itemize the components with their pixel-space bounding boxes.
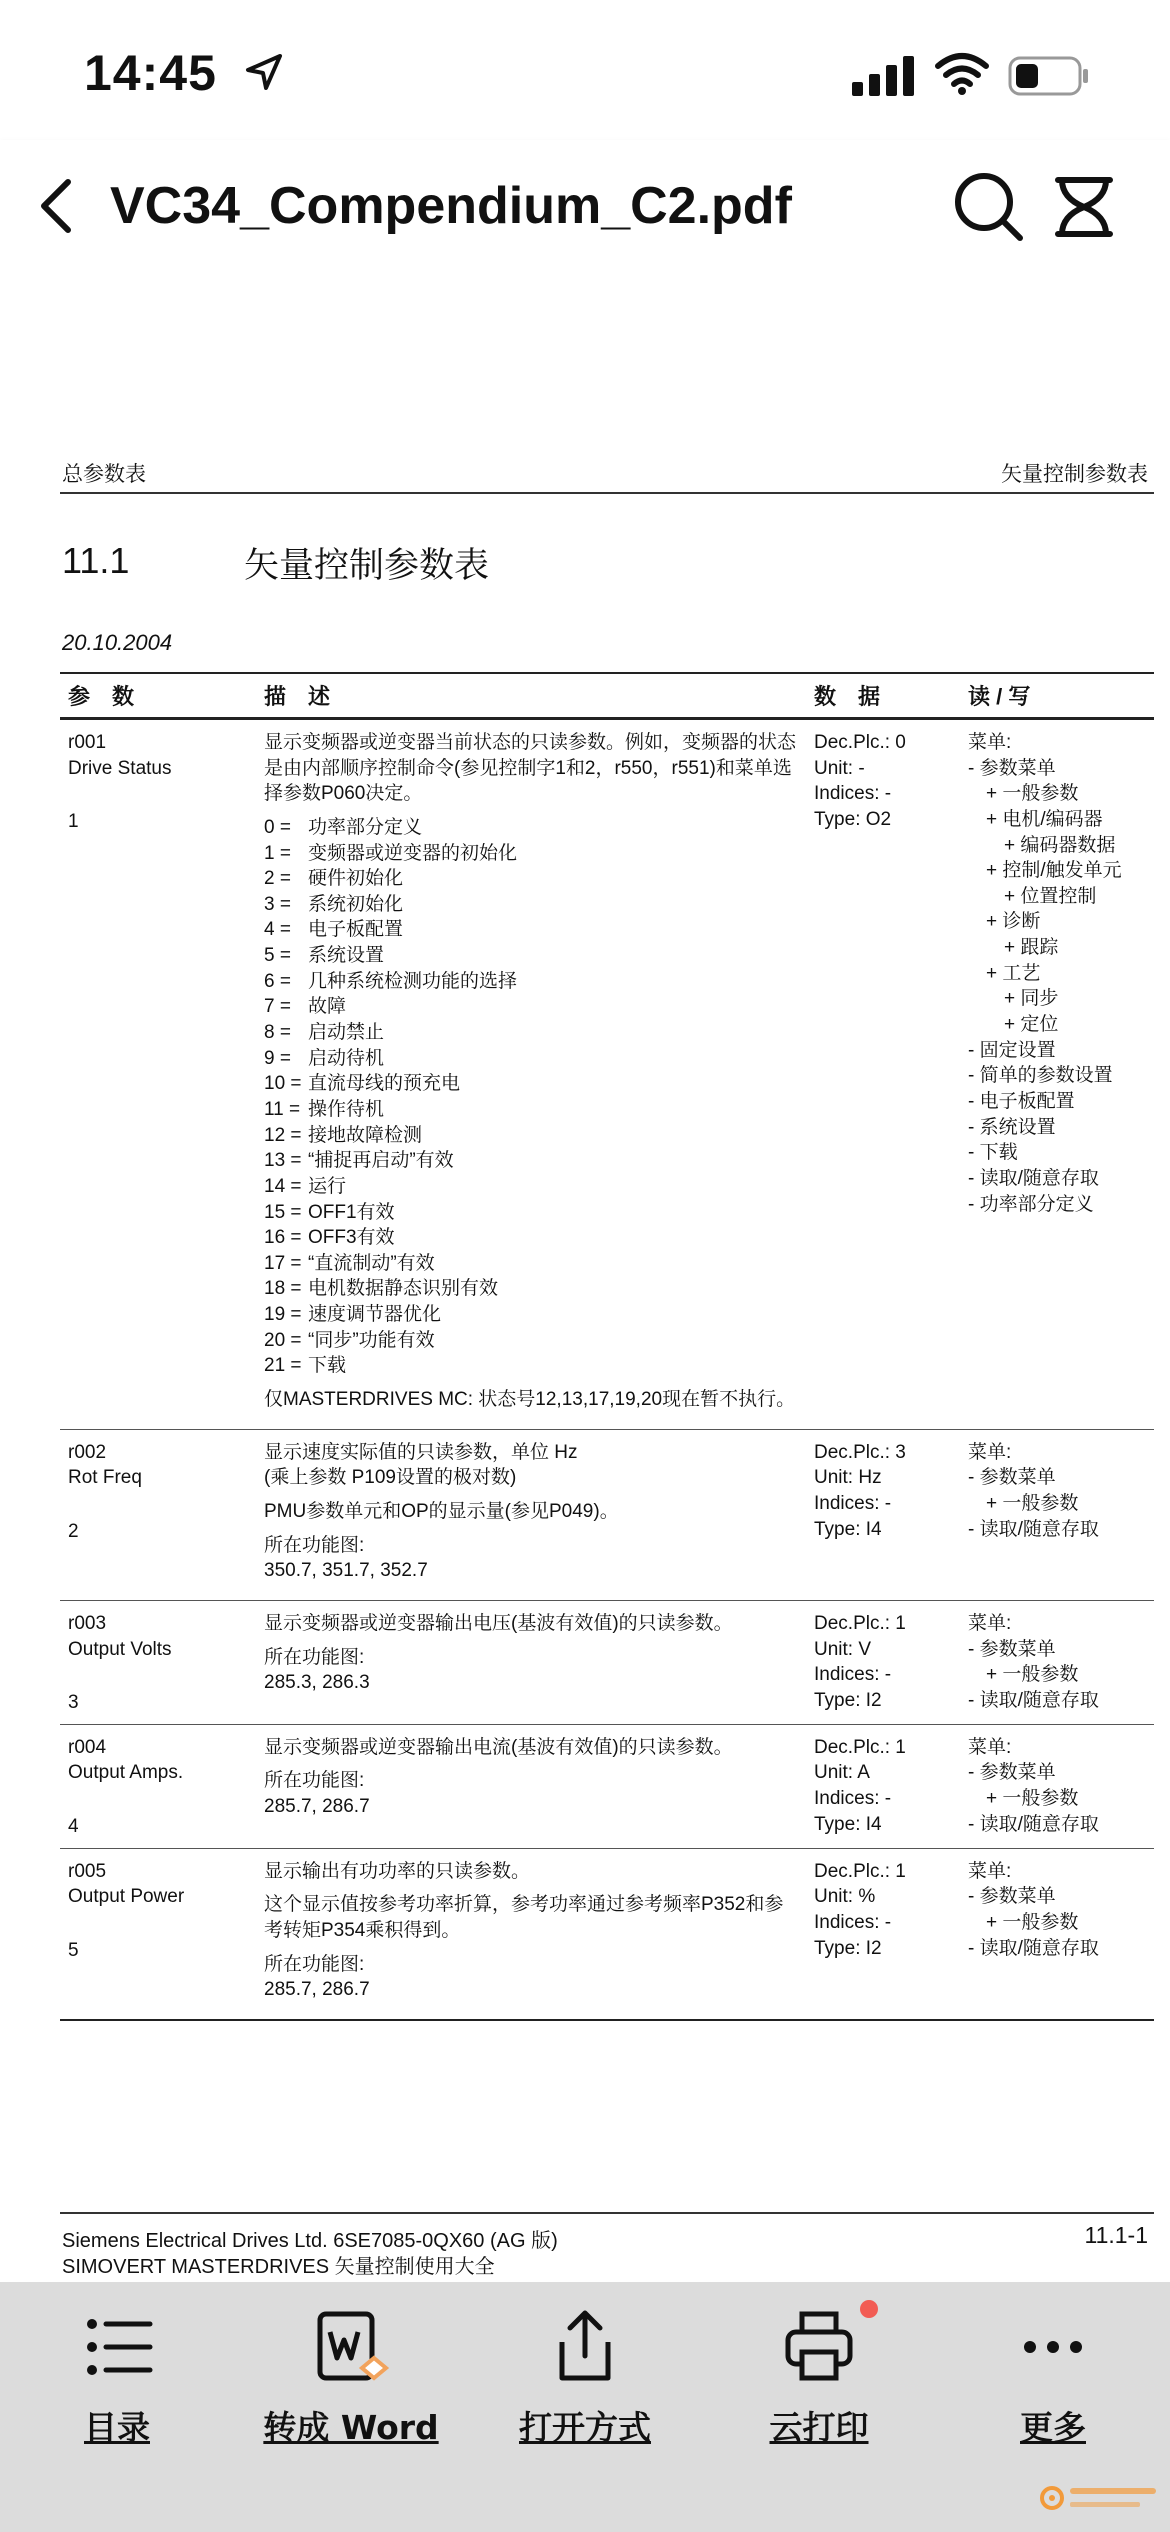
state-code: 12 = (264, 1124, 302, 1146)
word-convert-icon (306, 2302, 396, 2392)
param-number: 4 (68, 1816, 79, 1838)
column-header: 数 据 (806, 673, 960, 719)
toolbar-convert-word-button[interactable] (246, 2302, 456, 2449)
toolbar-label: 转成 Word (263, 2408, 439, 2447)
param-number: 3 (68, 1692, 79, 1714)
state-text: 系统初始化 (308, 893, 404, 915)
state-text: 故障 (308, 996, 347, 1018)
table-row (60, 1848, 1154, 2020)
state-text: “捕捉再启动”有效 (308, 1150, 454, 1172)
state-text: “直流制动”有效 (308, 1252, 435, 1274)
state-text: 直流母线的预充电 (308, 1073, 461, 1095)
state-text: 电子板配置 (308, 919, 404, 941)
menu-entry: + 诊断 (986, 911, 1041, 933)
state-text: OFF3有效 (308, 1227, 395, 1249)
description-text: 显示变频器或逆变器输出电流(基波有效值)的只读参数。 (264, 1736, 733, 1758)
state-code: 9 = (264, 1047, 291, 1069)
state-text: 启动待机 (308, 1047, 385, 1069)
table-row (60, 1724, 1154, 1848)
data-field: Unit: V (814, 1638, 872, 1660)
menu-entry: - 读取/随意存取 (968, 1937, 1099, 1959)
page-header-right: 矢量控制参数表 (1001, 462, 1148, 486)
data-cell (806, 1429, 960, 1600)
more-icon (1008, 2302, 1098, 2392)
state-item (264, 1123, 798, 1149)
state-code: 5 = (264, 945, 291, 967)
column-header: 读 / 写 (960, 673, 1154, 719)
menu-entry: + 一般参数 (986, 1788, 1079, 1810)
table-row (60, 719, 1154, 1430)
table-row (60, 1429, 1154, 1600)
share-icon (540, 2302, 630, 2392)
data-cell (806, 1600, 960, 1724)
menu-entry: - 功率部分定义 (968, 1193, 1094, 1215)
menu-entry: 菜单: (968, 1736, 1012, 1758)
table-body (60, 719, 1154, 2020)
state-text: 启动禁止 (308, 1022, 385, 1044)
bottom-toolbar (0, 2282, 1170, 2532)
state-text: OFF1有效 (308, 1201, 395, 1223)
section-number: 11.1 (62, 540, 130, 581)
cellular-signal-icon (852, 56, 918, 96)
state-item (264, 1251, 798, 1277)
description-cell (256, 1600, 806, 1724)
param-cell (60, 719, 256, 1430)
state-item (264, 1046, 798, 1072)
back-chevron-icon[interactable] (36, 176, 76, 236)
state-item (264, 841, 798, 867)
state-list (264, 815, 798, 1379)
state-text: 接地故障检测 (308, 1124, 423, 1146)
state-text: 电机数据静态识别有效 (308, 1278, 499, 1300)
state-item (264, 1148, 798, 1174)
description-cell (256, 1848, 806, 2020)
data-cell (806, 1848, 960, 2020)
list-icon (72, 2302, 162, 2392)
menu-entry: - 参数菜单 (968, 1467, 1056, 1489)
menu-cell (960, 719, 1154, 1430)
notification-badge (860, 2300, 878, 2318)
param-number: 5 (68, 1939, 79, 1961)
menu-cell (960, 1429, 1154, 1600)
data-field: Unit: % (814, 1886, 876, 1908)
menu-entry: - 下载 (968, 1142, 1018, 1164)
description-text: 所在功能图: 285.7, 286.7 (264, 1953, 370, 2001)
menu-entry: + 同步 (1004, 988, 1059, 1010)
state-text: 速度调节器优化 (308, 1304, 442, 1326)
state-item (264, 1071, 798, 1097)
menu-entry: + 控制/触发单元 (986, 860, 1122, 882)
param-name: Drive Status (68, 757, 172, 779)
data-cell (806, 1724, 960, 1848)
state-item (264, 815, 798, 841)
menu-entry: - 参数菜单 (968, 1886, 1056, 1908)
toolbar-open-with-button[interactable] (480, 2302, 690, 2449)
description-cell (256, 719, 806, 1430)
status-time: 14:45 (84, 45, 217, 101)
description-note: 仅MASTERDRIVES MC: 状态号12,13,17,19,20现在暂不执行。 (264, 1389, 796, 1411)
menu-entry: + 一般参数 (986, 783, 1079, 805)
state-code: 15 = (264, 1201, 302, 1223)
menu-entry: - 读取/随意存取 (968, 1518, 1099, 1540)
state-item (264, 866, 798, 892)
menu-entry: + 定位 (1004, 1014, 1059, 1036)
battery-icon (1008, 56, 1090, 96)
description-text: 显示变频器或逆变器当前状态的只读参数。例如，变频器的状态是由内部顺序控制命令(参见控制字1和2，r550，r551)和菜单选择参数P060决定。 (264, 732, 797, 805)
state-code: 3 = (264, 893, 291, 915)
description-text: 显示输出有功功率的只读参数。 (264, 1860, 531, 1882)
data-field: Dec.Plc.: 3 (814, 1441, 906, 1463)
footer-publisher: Siemens Electrical Drives Ltd. 6SE7085-0QX60 (AG 版) (62, 2230, 558, 2252)
state-text: “同步”功能有效 (308, 1329, 435, 1351)
description-text: 这个显示值按参考功率折算，参考功率通过参考频率P352和参考转矩P354乘积得到。 (264, 1894, 784, 1941)
param-name: Output Volts (68, 1638, 172, 1660)
status-bar (0, 0, 1170, 140)
menu-entry: 菜单: (968, 1860, 1012, 1882)
table-header-row (60, 673, 1154, 719)
page-fold-icon[interactable] (1052, 176, 1116, 238)
menu-entry: + 电机/编码器 (986, 808, 1103, 830)
state-text: 硬件初始化 (308, 868, 404, 890)
state-code: 1 = (264, 842, 291, 864)
data-field: Type: I4 (814, 1813, 882, 1835)
state-item (264, 917, 798, 943)
menu-entry: 菜单: (968, 1441, 1012, 1463)
state-code: 14 = (264, 1175, 302, 1197)
param-id: r001 (68, 732, 107, 753)
data-field: Type: I2 (814, 1937, 882, 1959)
data-field: Type: O2 (814, 808, 892, 830)
footer-divider (60, 2212, 1154, 2214)
menu-entry: 菜单: (968, 1612, 1012, 1634)
toolbar-contents-button[interactable] (12, 2302, 222, 2449)
toolbar-more-button[interactable] (948, 2302, 1158, 2449)
state-text: 功率部分定义 (308, 816, 423, 838)
data-field: Indices: - (814, 1664, 892, 1686)
menu-entry: + 一般参数 (986, 1492, 1079, 1514)
state-code: 4 = (264, 919, 291, 941)
menu-entry: + 一般参数 (986, 1911, 1079, 1933)
menu-entry: - 参数菜单 (968, 1762, 1056, 1784)
toolbar-label: 云打印 (769, 2408, 869, 2447)
state-code: 10 = (264, 1073, 302, 1095)
param-cell (60, 1724, 256, 1848)
param-number: 1 (68, 811, 79, 833)
data-field: Dec.Plc.: 0 (814, 732, 906, 753)
state-code: 2 = (264, 868, 291, 890)
toolbar-label: 更多 (1020, 2408, 1086, 2447)
param-cell (60, 1429, 256, 1600)
state-text: 操作待机 (308, 1098, 385, 1120)
page-header-left: 总参数表 (62, 462, 146, 486)
toolbar-label: 打开方式 (519, 2408, 651, 2447)
menu-entry: - 系统设置 (968, 1116, 1056, 1138)
description-cell (256, 1724, 806, 1848)
menu-entry: + 一般参数 (986, 1664, 1079, 1686)
description-text: 所在功能图: 285.3, 286.3 (264, 1646, 370, 1694)
column-header: 参 数 (60, 673, 256, 719)
param-id: r002 (68, 1441, 107, 1463)
state-text: 变频器或逆变器的初始化 (308, 842, 518, 864)
pdf-page (0, 272, 1170, 2282)
menu-entry: - 电子板配置 (968, 1090, 1075, 1112)
menu-cell (960, 1724, 1154, 1848)
state-code: 7 = (264, 996, 291, 1018)
state-item (264, 1328, 798, 1354)
menu-cell (960, 1848, 1154, 2020)
menu-cell (960, 1600, 1154, 1724)
param-number: 2 (68, 1520, 79, 1542)
param-id: r005 (68, 1860, 107, 1882)
state-item (264, 943, 798, 969)
state-code: 16 = (264, 1227, 302, 1249)
menu-entry: + 位置控制 (1004, 885, 1097, 907)
location-arrow-icon (244, 52, 284, 92)
param-name: Output Power (68, 1886, 185, 1908)
table-row (60, 1600, 1154, 1724)
state-text: 下载 (308, 1355, 347, 1377)
state-text: 运行 (308, 1175, 347, 1197)
description-text: 所在功能图: 350.7, 351.7, 352.7 (264, 1534, 428, 1582)
state-code: 11 = (264, 1098, 301, 1120)
document-date: 20.10.2004 (62, 630, 173, 655)
parameter-table (60, 672, 1154, 2021)
state-item (264, 1276, 798, 1302)
data-field: Unit: A (814, 1762, 870, 1784)
section-title: 矢量控制参数表 (244, 546, 490, 586)
state-code: 17 = (264, 1252, 302, 1274)
state-item (264, 1200, 798, 1226)
document-title: VC34_Compendium_C2.pdf (110, 177, 792, 235)
data-field: Indices: - (814, 1788, 892, 1810)
data-field: Type: I2 (814, 1689, 882, 1711)
description-text: PMU参数单元和OP的显示量(参见P049)。 (264, 1500, 619, 1522)
data-field: Dec.Plc.: 1 (814, 1860, 906, 1882)
search-icon[interactable] (952, 170, 1024, 242)
state-item (264, 1174, 798, 1200)
state-code: 8 = (264, 1022, 291, 1044)
state-code: 19 = (264, 1304, 302, 1326)
description-text: 显示速度实际值的只读参数，单位 Hz (乘上参数 P109设置的极对数) (264, 1441, 578, 1489)
menu-entry: - 固定设置 (968, 1039, 1056, 1061)
toolbar-cloud-print-button[interactable] (714, 2302, 924, 2449)
state-item (264, 1225, 798, 1251)
description-text: 所在功能图: 285.7, 286.7 (264, 1770, 370, 1818)
menu-entry: - 简单的参数设置 (968, 1065, 1113, 1087)
state-code: 13 = (264, 1150, 302, 1172)
param-cell (60, 1600, 256, 1724)
param-id: r004 (68, 1736, 107, 1758)
param-id: r003 (68, 1612, 107, 1634)
header-divider (60, 492, 1154, 494)
menu-entry: - 读取/随意存取 (968, 1813, 1099, 1835)
state-code: 21 = (264, 1355, 302, 1377)
state-code: 18 = (264, 1278, 302, 1300)
state-code: 6 = (264, 970, 291, 992)
state-code: 20 = (264, 1329, 302, 1351)
menu-entry: 菜单: (968, 732, 1012, 753)
description-cell (256, 1429, 806, 1600)
state-text: 几种系统检测功能的选择 (308, 970, 518, 992)
menu-entry: - 参数菜单 (968, 1638, 1056, 1660)
watermark-logo (1036, 2474, 1164, 2522)
menu-entry: - 读取/随意存取 (968, 1167, 1099, 1189)
menu-entry: - 读取/随意存取 (968, 1689, 1099, 1711)
menu-entry: + 编码器数据 (1004, 834, 1116, 856)
state-item (264, 994, 798, 1020)
data-field: Type: I4 (814, 1518, 882, 1540)
data-field: Indices: - (814, 783, 892, 805)
data-field: Unit: - (814, 757, 865, 779)
param-name: Output Amps. (68, 1762, 184, 1784)
footer-product: SIMOVERT MASTERDRIVES 矢量控制使用大全 (62, 2256, 495, 2278)
state-item (264, 1302, 798, 1328)
data-field: Indices: - (814, 1492, 892, 1514)
menu-entry: - 参数菜单 (968, 757, 1056, 779)
nav-bar (0, 140, 1170, 272)
data-field: Indices: - (814, 1911, 892, 1933)
menu-entry: + 工艺 (986, 962, 1041, 984)
state-code: 0 = (264, 816, 291, 838)
state-item (264, 1353, 798, 1379)
description-text: 显示变频器或逆变器输出电压(基波有效值)的只读参数。 (264, 1612, 733, 1634)
wifi-icon (934, 52, 990, 96)
state-item (264, 1097, 798, 1123)
page-number: 11.1-1 (1084, 2222, 1148, 2248)
printer-icon (774, 2302, 864, 2392)
column-header: 描 述 (256, 673, 806, 719)
data-cell (806, 719, 960, 1430)
data-field: Unit: Hz (814, 1467, 882, 1489)
state-text: 系统设置 (308, 945, 385, 967)
state-item (264, 969, 798, 995)
toolbar-label: 目录 (84, 2408, 150, 2447)
param-name: Rot Freq (68, 1467, 142, 1489)
data-field: Dec.Plc.: 1 (814, 1736, 906, 1758)
menu-entry: + 跟踪 (1004, 937, 1059, 959)
state-item (264, 1020, 798, 1046)
data-field: Dec.Plc.: 1 (814, 1612, 906, 1634)
state-item (264, 892, 798, 918)
param-cell (60, 1848, 256, 2020)
